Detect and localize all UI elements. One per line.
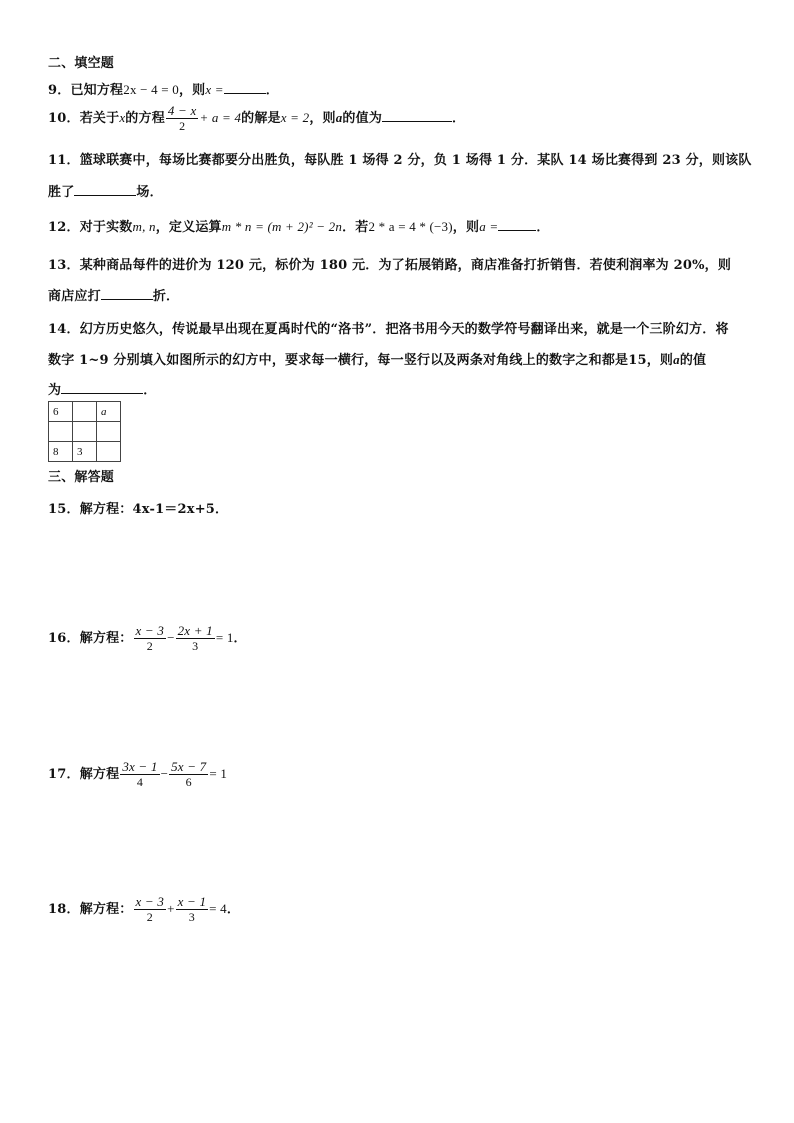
q14-line3b: ． [143,383,157,398]
q10-text-e: 的值为 [342,111,383,126]
magic-cell [49,422,73,442]
question-10 [48,104,465,133]
q13-line2a: 商店应打 [48,289,101,304]
question-14-line1: 14．幻方历史悠久，传说最早出现在夏禹时代的“洛书”．把洛书用今天的数学符号翻译出来，就是一个三阶幻方．将 [48,322,729,337]
q16-number: 16． [48,631,80,646]
q9-text: 已知方程 [70,83,124,98]
question-9 [48,79,279,98]
q17-f1-den: 4 [136,775,144,789]
section-title-fill-in: 二、填空题 [48,56,115,71]
magic-square-row [49,442,121,462]
q14-a-var: a [673,352,680,367]
q11-answer-blank[interactable] [74,183,136,196]
section-title-solve: 三、解答题 [48,470,115,485]
q10-answer-blank[interactable] [382,109,452,122]
q16-op: − [167,630,175,645]
q12-text-b: ，定义运算 [155,220,222,235]
q11-line2a: 胜了 [48,185,75,200]
q10-text-b: 的方程 [125,111,165,126]
q14-line2a: 数字 1~9 分别填入如图所示的幻方中，要求每一横行，每一竖行以及两条对角线上的数字之和都是15，则 [48,353,674,368]
q16-f1-den: 2 [146,639,153,653]
question-15 [48,498,228,517]
magic-cell: 8 [49,442,73,462]
q10-frac-num: 4 − x [167,103,197,118]
question-17 [48,760,227,789]
q13-answer-blank[interactable] [101,287,153,300]
q14-line3a: 为 [48,383,62,398]
magic-cell [97,442,121,462]
q15-text: 解方程：4x-1＝2x+5． [79,502,229,517]
q17-fraction-1 [120,760,159,789]
q16-end: ． [233,631,247,646]
q10-text-a: 若关于 [79,111,120,126]
q17-fraction-2 [169,760,208,789]
magic-cell: a [97,402,121,422]
q16-rhs: = 1 [215,630,234,645]
question-18 [48,895,240,924]
q16-fraction-2 [176,624,215,653]
q9-mid: ，则 [178,83,206,98]
q18-number: 18． [48,902,80,917]
q15-number: 15． [48,502,80,517]
question-14-line3 [48,379,156,398]
magic-square-row [49,422,121,442]
q18-f1-den: 2 [146,910,153,924]
q10-solution: x = 2 [280,110,310,125]
q18-fraction-2 [176,895,209,924]
question-14-line2 [48,349,706,368]
q9-equation: 2x − 4 = 0 [123,82,179,97]
q10-frac-den: 2 [179,119,186,133]
q10-x: x [119,110,126,125]
q14-line2b: 的值 [679,353,707,368]
q18-f1-num: x − 3 [135,894,165,909]
question-12 [48,216,550,235]
q17-op: − [160,766,169,781]
question-13-line2 [48,285,179,304]
q18-fraction-1 [134,895,167,924]
q10-text-c: 的解是 [241,111,281,126]
q10-number: 10． [48,111,80,126]
q10-end: ． [452,111,466,126]
q16-f2-num: 2x + 1 [177,623,213,638]
q12-text-d: ，则 [452,220,480,235]
question-11-line2 [48,181,163,200]
question-11-line1: 11．篮球联赛中，每场比赛都要分出胜负，每队胜 1 场得 2 分，负 1 场得 1 分．某队 14 场比赛得到 23 分，则该队 [48,153,752,168]
q10-fraction [166,104,199,133]
q9-answer-blank[interactable] [224,81,266,94]
magic-square-row [49,402,121,422]
q18-f2-den: 3 [188,910,195,924]
q12-text-a: 对于实数 [79,220,133,235]
q12-answer-blank[interactable] [498,218,536,231]
q12-a-eq: a = [479,219,499,234]
q12-vars: m, n [132,219,156,234]
q10-text-d: ，则 [309,111,336,126]
q12-definition: m * n = (m + 2)² − 2n [221,219,343,234]
q18-op: + [167,901,175,916]
q10-tail: + a = 4 [199,110,242,125]
q18-f2-num: x − 1 [177,894,207,909]
q16-f1-num: x − 3 [135,623,165,638]
q12-end: ． [536,220,550,235]
q18-end: ． [226,902,241,917]
q12-number: 12． [48,220,80,235]
q12-text-c: ．若 [342,220,369,235]
q14-answer-blank[interactable] [61,381,143,394]
magic-cell [97,422,121,442]
question-16 [48,624,247,653]
q17-f2-num: 5x − 7 [171,759,207,774]
q17-rhs: = 1 [209,766,228,781]
q17-f1-num: 3x − 1 [122,759,158,774]
q9-number: 9． [48,83,71,98]
magic-square [48,401,121,462]
magic-cell: 3 [73,442,97,462]
q9-var: x = [205,82,224,97]
q10-a-var: a [335,110,343,125]
magic-cell [73,402,97,422]
q17-number: 17． [48,767,80,782]
q16-text: 解方程： [79,631,133,646]
q17-text: 解方程 [79,767,120,782]
q16-f2-den: 3 [192,639,199,653]
q9-end: ． [265,83,279,98]
q18-rhs: = 4 [209,901,227,916]
q13-line2b: 折． [152,289,180,304]
question-13-line1: 13．某种商品每件的进价为 120 元，标价为 180 元．为了拓展销路，商店准备打折销售．若使利润率为 20%，则 [48,258,732,273]
magic-cell [73,422,97,442]
q16-fraction-1 [134,624,167,653]
q11-line2b: 场． [136,185,163,200]
q12-condition: 2 * a = 4 * (−3) [368,219,453,234]
magic-cell: 6 [49,402,73,422]
q18-text: 解方程： [79,902,133,917]
q17-f2-den: 6 [185,775,192,789]
